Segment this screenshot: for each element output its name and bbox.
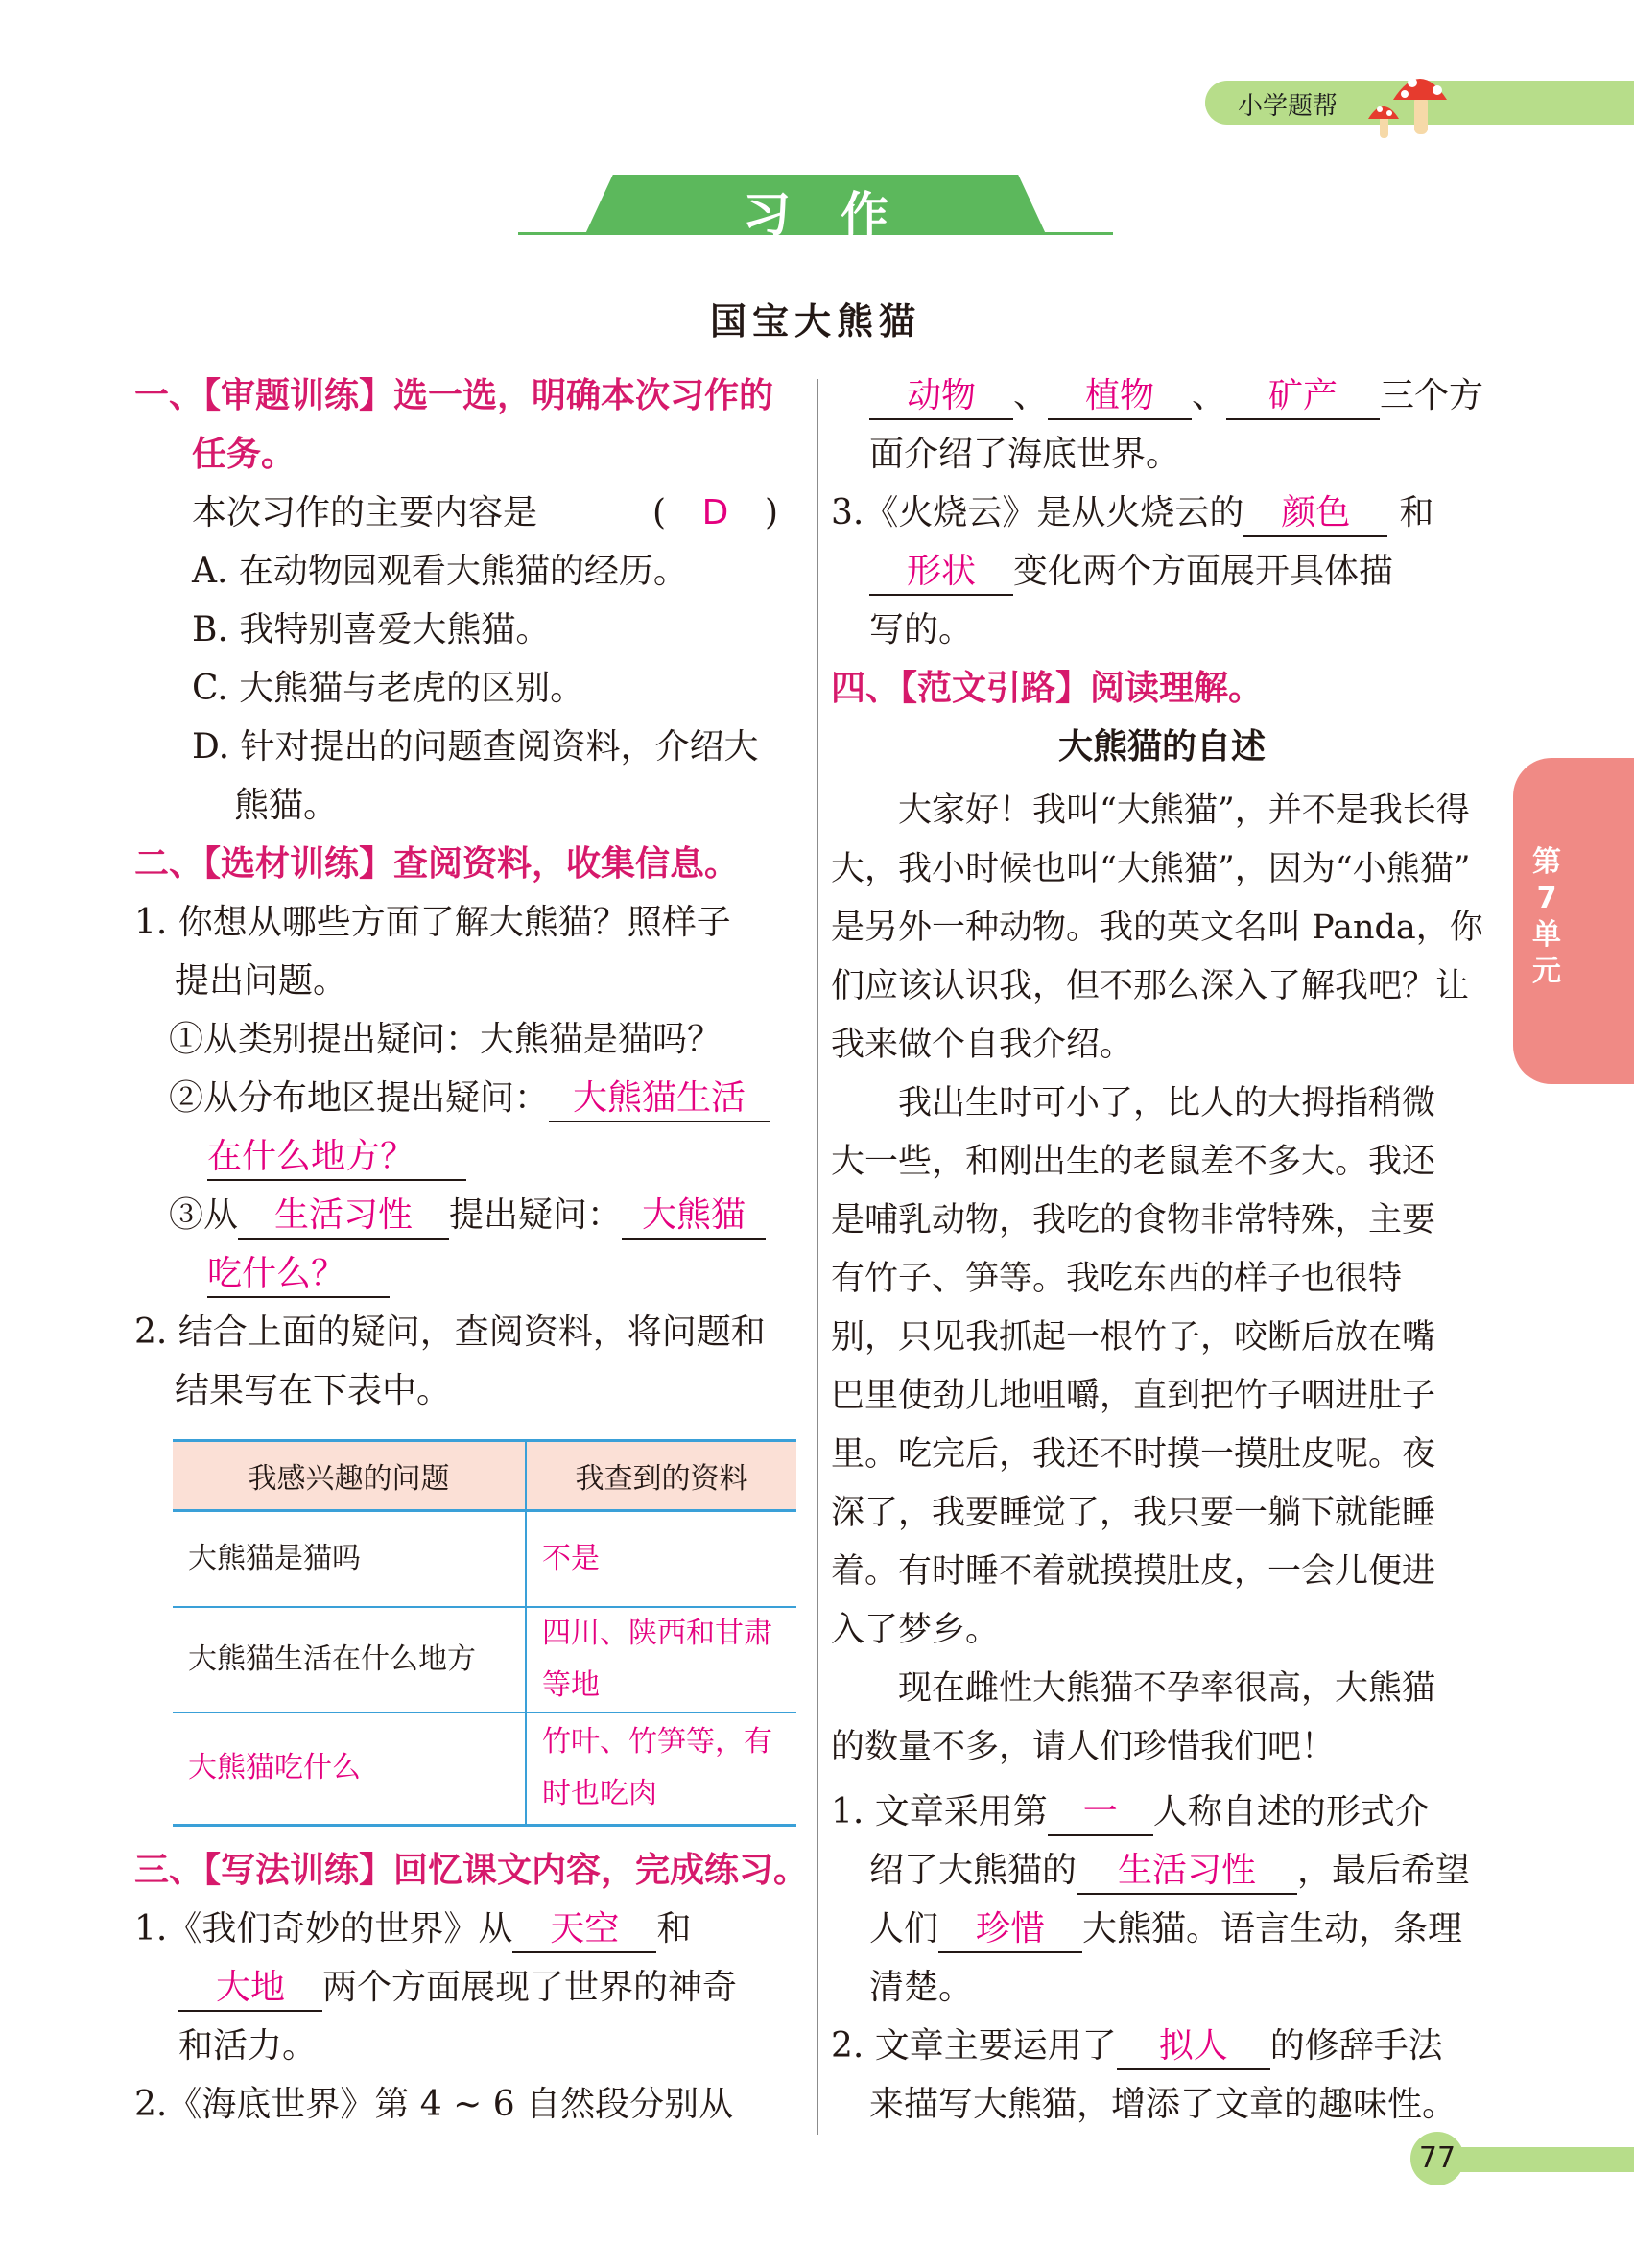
essay-line: 别，只见我抓起一根竹子，咬断后放在嘴	[831, 1318, 1436, 1357]
essay-line: 里。吃完后，我还不时摸一摸肚皮呢。夜	[831, 1435, 1436, 1474]
s3-q2-blank-3: 矿产	[1226, 372, 1380, 420]
s3-q1-prefix: 1.《我们奇妙的世界》从	[134, 1909, 513, 1949]
table-cell-question: 大熊猫生活在什么地方	[173, 1607, 526, 1713]
s2-item-3-cont	[207, 1250, 390, 1298]
page-number: 77	[1410, 2132, 1464, 2185]
s4-q2-rest: 的修辞手法	[1269, 2026, 1443, 2066]
info-table	[173, 1439, 796, 1827]
s4-q1-rest-3: 大熊猫。语言生动，条理	[1082, 1909, 1463, 1949]
table-cell-answer: 不是	[526, 1511, 796, 1607]
s1-question	[192, 489, 537, 537]
s4-q1-blank-1: 一	[1048, 1788, 1153, 1836]
table-cell-answer	[526, 1607, 796, 1713]
essay-line: 大家好！我叫“大熊猫”，并不是我长得	[898, 791, 1470, 830]
table-cell-answer-line: 竹叶、竹笋等，有	[542, 1725, 772, 1760]
table-header-question: 我感兴趣的问题	[173, 1441, 526, 1511]
section-1-heading-cont: 任务。	[192, 435, 296, 474]
s3-q1-blank-2: 大地	[178, 1964, 322, 2012]
s2-q1-cont: 提出问题。	[175, 961, 348, 1001]
paren-close: )	[764, 493, 778, 532]
essay-title: 大熊猫的自述	[1057, 727, 1266, 767]
paren-open: (	[652, 493, 667, 532]
column-divider	[817, 379, 818, 2135]
essay-line: 的数量不多，请人们珍惜我们吧！	[831, 1728, 1336, 1766]
essay-line: 着。有时睡不着就摸摸肚皮，一会儿便进	[831, 1552, 1436, 1591]
composition-topic: 国宝大熊猫	[709, 299, 921, 343]
s4-q1-line-2-prefix: 绍了大熊猫的	[869, 1851, 1077, 1890]
s3-q3	[831, 489, 1433, 537]
s4-q2	[831, 2022, 1443, 2070]
s3-q2-cont	[869, 372, 1483, 420]
s4-q1-rest-2: ，最后希望	[1297, 1851, 1471, 1890]
s3-q3-cont	[869, 548, 1393, 596]
s2-q2-cont: 结果写在下表中。	[175, 1371, 452, 1410]
mushroom-icon	[1355, 58, 1460, 144]
table-row	[173, 1713, 796, 1826]
s1-answer-paren	[652, 489, 778, 537]
essay-line: 有竹子、笋等。我吃东西的样子也很特	[831, 1260, 1403, 1298]
s3-q1-rest: 两个方面展现了世界的神奇	[322, 1968, 738, 2007]
s3-q3-and: 和	[1399, 493, 1434, 532]
s1-answer: D	[701, 493, 729, 532]
s3-q3-end: 写的。	[869, 610, 974, 650]
s2-item-1: ①从类别提出疑问：大熊猫是猫吗？	[169, 1020, 722, 1059]
s2-item-2-answer: 大熊猫生活	[549, 1075, 770, 1122]
table-cell-question: 大熊猫是猫吗	[173, 1511, 526, 1607]
s3-q3-blank-1: 颜色	[1243, 489, 1387, 537]
option-d: D. 针对提出的问题查阅资料，介绍大	[192, 727, 759, 767]
s3-q2-blank-1: 动物	[869, 372, 1013, 420]
section-3-heading: 三、【写法训练】回忆课文内容，完成练习。	[134, 1851, 809, 1890]
option-b: B. 我特别喜爱大熊猫。	[192, 610, 551, 650]
s2-item-3-prefix: ③从	[169, 1195, 239, 1235]
s2-item-3-answer: 大熊猫	[622, 1192, 766, 1240]
page-title: 习作	[743, 187, 938, 243]
s2-item-2-answer-cont: 在什么地方？	[207, 1133, 466, 1181]
s4-q1-line-2	[869, 1847, 1470, 1895]
s3-q2-end: 面介绍了海底世界。	[869, 435, 1181, 474]
s4-q1-rest-1: 人称自述的形式介	[1152, 1792, 1430, 1831]
s3-q1-and: 和	[656, 1909, 692, 1949]
essay-line: 入了梦乡。	[831, 1611, 1000, 1649]
essay-line: 我来做个自我介绍。	[831, 1026, 1134, 1064]
table-header-row	[173, 1441, 796, 1511]
s2-item-2	[169, 1075, 770, 1122]
table-row	[173, 1607, 796, 1713]
s4-q1-blank-3: 珍惜	[938, 1905, 1082, 1953]
s3-q1-end: 和活力。	[178, 2026, 318, 2066]
s4-q1-blank-2: 生活习性	[1077, 1847, 1297, 1895]
option-c: C. 大熊猫与老虎的区别。	[192, 669, 585, 708]
table-cell-answer-line: 等地	[542, 1667, 600, 1702]
s2-q1: 1. 你想从哪些方面了解大熊猫？照样子	[134, 903, 731, 942]
s4-q1-prefix: 1. 文章采用第	[831, 1792, 1048, 1831]
essay-paragraph-3	[831, 1660, 1493, 1777]
s3-q2-blank-2: 植物	[1048, 372, 1192, 420]
s2-q2: 2. 结合上面的疑问，查阅资料，将问题和	[134, 1312, 766, 1352]
s2-item-3-blank: 生活习性	[238, 1192, 449, 1240]
s2-item-3-mid: 提出疑问：	[449, 1195, 623, 1235]
table-row	[173, 1511, 796, 1607]
option-d-cont: 熊猫。	[234, 786, 339, 825]
s3-q1	[134, 1905, 691, 1953]
s4-q1-end: 清楚。	[869, 1968, 974, 2007]
s4-q2-end: 来描写大熊猫，增添了文章的趣味性。	[869, 2085, 1457, 2124]
s3-q2: 2.《海底世界》第 4 ~ 6 自然段分别从	[134, 2085, 734, 2124]
essay-line: 我出生时可小了，比人的大拇指稍微	[898, 1084, 1436, 1122]
section-2-heading: 二、【选材训练】查阅资料，收集信息。	[134, 844, 740, 884]
s2-item-3	[169, 1192, 766, 1240]
s3-q2-rest: 三个方	[1380, 376, 1484, 415]
essay-line: 大，我小时候也叫“大熊猫”，因为“小熊猫”	[831, 850, 1471, 888]
essay-line: 巴里使劲儿地咀嚼，直到把竹子咽进肚子	[831, 1377, 1436, 1415]
essay-line: 们应该认识我，但不那么深入了解我吧？让	[831, 967, 1470, 1005]
s3-q2-sep: 、	[1013, 376, 1049, 415]
essay-line: 是哺乳动物，我吃的食物非常特殊，主要	[831, 1201, 1436, 1240]
s4-q2-prefix: 2. 文章主要运用了	[831, 2026, 1117, 2066]
essay-line: 是另外一种动物。我的英文名叫 Panda，你	[831, 909, 1483, 947]
section-4-heading: 四、【范文引路】阅读理解。	[831, 669, 1264, 708]
option-a: A. 在动物园观看大熊猫的经历。	[192, 552, 688, 591]
unit-label: 第7单元	[1532, 845, 1561, 988]
s4-q1-line-3-prefix: 人们	[869, 1909, 939, 1949]
table-header-result: 我查到的资料	[526, 1441, 796, 1511]
s3-q1-cont	[178, 1964, 737, 2012]
s2-item-3-answer-cont: 吃什么？	[207, 1250, 390, 1298]
table-cell-question: 大熊猫吃什么	[173, 1713, 526, 1826]
essay-paragraph-1	[831, 782, 1493, 1075]
s4-q1-line-3	[869, 1905, 1462, 1953]
section-1-heading: 一、【审题训练】选一选，明确本次习作的	[134, 376, 774, 415]
essay-paragraph-2	[831, 1075, 1493, 1660]
s3-q2-sep: 、	[1192, 376, 1227, 415]
essay-line: 深了，我要睡觉了，我只要一躺下就能睡	[831, 1494, 1436, 1532]
s3-q1-blank-1: 天空	[512, 1905, 656, 1953]
essay-line: 现在雌性大熊猫不孕率很高，大熊猫	[898, 1669, 1436, 1708]
brand-label: 小学题帮	[1238, 92, 1338, 121]
s2-item-2-cont	[207, 1133, 466, 1181]
essay-body	[831, 782, 1493, 1777]
s3-q3-prefix: 3.《火烧云》是从火烧云的	[831, 493, 1244, 532]
table-cell-answer	[526, 1713, 796, 1826]
s1-question-text: 本次习作的主要内容是	[192, 493, 538, 532]
s2-item-2-prefix: ②从分布地区提出疑问：	[169, 1078, 550, 1118]
s3-q3-rest: 变化两个方面展开具体描	[1013, 552, 1394, 591]
footer-bar	[1449, 2147, 1634, 2172]
s3-q3-blank-2: 形状	[869, 548, 1013, 596]
table-cell-answer-line: 时也吃肉	[542, 1777, 657, 1811]
s4-q2-blank-1: 拟人	[1117, 2022, 1270, 2070]
essay-line: 大一些，和刚出生的老鼠差不多大。我还	[831, 1143, 1436, 1181]
s4-q1	[831, 1788, 1430, 1836]
table-cell-answer-line: 四川、陕西和甘肃	[542, 1616, 772, 1650]
